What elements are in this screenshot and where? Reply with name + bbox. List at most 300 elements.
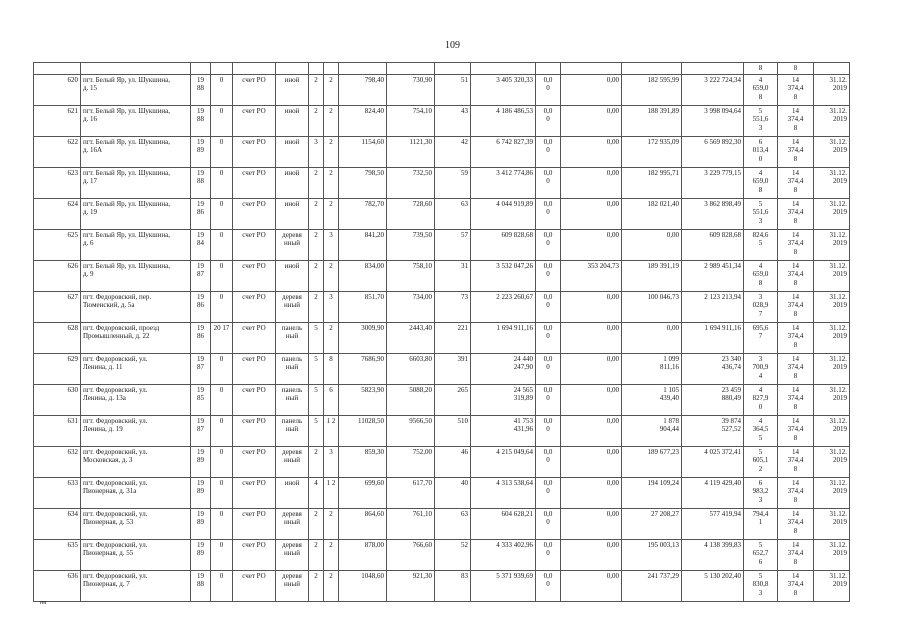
year-built-line: 19 xyxy=(197,540,204,549)
limit-cost-line: 374,4 xyxy=(787,84,804,92)
specific-cost-cell xyxy=(744,539,778,570)
num-line: 633 xyxy=(67,478,78,487)
year-built-line: 19 xyxy=(197,168,204,177)
completion-date-line: 31.12. xyxy=(829,323,847,332)
living-area-cell xyxy=(387,353,435,384)
federal-funds-cell xyxy=(536,539,561,570)
specific-cost-line: 5 xyxy=(758,239,763,247)
limit-cost-line: 8 xyxy=(793,216,798,225)
federal-funds-line: 0 xyxy=(546,456,550,464)
residents-cell xyxy=(435,539,471,570)
wall-material-line: нный xyxy=(284,239,300,247)
num-cell xyxy=(34,74,81,105)
limit-cost-line: 14 xyxy=(792,571,799,580)
wall-material-cell xyxy=(276,136,309,167)
completion-date-line: 31.12. xyxy=(829,447,847,456)
address-line: пгт. Федоровский, ул. xyxy=(83,540,148,549)
owner-funds-line: 2 989 451,34 xyxy=(704,261,741,270)
fund-method-line: счет РО xyxy=(242,323,266,332)
limit-cost-line: 8 xyxy=(793,340,798,349)
residents-cell xyxy=(435,229,471,260)
municipal-funds-cell xyxy=(622,415,682,446)
fund-method-cell xyxy=(233,136,276,167)
num-line: 636 xyxy=(67,571,78,580)
regional-funds-cell xyxy=(561,167,622,198)
total-cost-cell xyxy=(471,477,536,508)
table-row xyxy=(34,508,850,539)
completion-date-line: 31.12. xyxy=(829,106,847,115)
fund-method-line: счет РО xyxy=(242,478,266,487)
limit-cost-cell xyxy=(778,322,814,353)
fund-method-cell xyxy=(233,229,276,260)
floors-line: 2 xyxy=(314,230,318,239)
year-overhaul-cell xyxy=(211,322,233,353)
floors-line: 5 xyxy=(314,354,318,363)
specific-cost-cell xyxy=(744,291,778,322)
fund-method-line: счет РО xyxy=(242,292,266,301)
year-overhaul-line: 0 xyxy=(219,106,224,115)
municipal-funds-line: 27 208,27 xyxy=(651,509,679,518)
specific-cost-line: 827,9 xyxy=(752,394,769,402)
federal-funds-line: 0 xyxy=(546,177,550,185)
completion-date-cell xyxy=(814,477,850,508)
total-area-line: 834,00 xyxy=(364,261,384,270)
total-area-cell xyxy=(339,384,387,415)
residents-cell xyxy=(435,136,471,167)
year-built-line: 19 xyxy=(197,478,204,487)
specific-cost-line: 659,0 xyxy=(752,270,769,278)
federal-funds-line: 0,0 xyxy=(543,75,553,84)
address-line: Пионерная, д. 53 xyxy=(83,518,134,526)
residents-line: 391 xyxy=(457,354,468,363)
federal-funds-cell xyxy=(536,384,561,415)
federal-funds-cell xyxy=(536,415,561,446)
year-built-line: 89 xyxy=(197,549,204,557)
address-line: пгт. Федоровский, пер. xyxy=(83,292,152,301)
specific-cost-line: 3 xyxy=(758,354,763,363)
entrances-line: 2 xyxy=(329,106,333,115)
year-built-line: 89 xyxy=(197,146,204,154)
regional-funds-line: 0,00 xyxy=(606,354,619,363)
num-cell xyxy=(34,539,81,570)
completion-date-cell xyxy=(814,322,850,353)
owner-funds-cell xyxy=(682,198,744,229)
owner-funds-cell xyxy=(682,353,744,384)
wall-material-line: деревя xyxy=(282,292,302,301)
total-area-cell xyxy=(339,477,387,508)
entrances-line: 1 2 xyxy=(326,416,336,425)
total-area-line: 841,20 xyxy=(364,230,384,239)
municipal-funds-line: 172 935,09 xyxy=(647,137,679,146)
residents-line: 265 xyxy=(457,385,468,394)
regional-funds-line: 0,00 xyxy=(606,199,619,208)
federal-funds-line: 0,0 xyxy=(543,478,553,487)
owner-funds-line: 3 222 724,34 xyxy=(704,75,741,84)
year-overhaul-cell xyxy=(211,260,233,291)
living-area-cell xyxy=(387,415,435,446)
total-area-line: 1048,60 xyxy=(361,571,384,580)
specific-cost-line: 652,7 xyxy=(752,549,769,557)
owner-funds-line: 1 694 911,16 xyxy=(704,323,741,332)
table-row xyxy=(34,384,850,415)
residents-line: 51 xyxy=(461,75,468,84)
federal-funds-cell xyxy=(536,198,561,229)
federal-funds-line: 0 xyxy=(546,301,550,309)
regional-funds-cell xyxy=(561,446,622,477)
federal-funds-line: 0 xyxy=(546,208,550,216)
completion-date-line: 31.12. xyxy=(829,416,847,425)
living-area-line: 739,50 xyxy=(412,230,432,239)
address-line: пгт. Белый Яр, ул. Шукшина, xyxy=(83,230,171,239)
limit-cost-line: 374,4 xyxy=(787,425,804,433)
floors-line: 3 xyxy=(314,137,318,146)
completion-date-line: 31.12. xyxy=(829,137,847,146)
year-built-line: 86 xyxy=(197,301,204,309)
regional-funds-line: 0,00 xyxy=(606,509,619,518)
entrances-cell xyxy=(324,570,339,601)
year-built-line: 19 xyxy=(197,106,204,115)
num-line: 627 xyxy=(67,292,78,301)
year-built-line: 89 xyxy=(197,518,204,526)
owner-funds-cell xyxy=(682,508,744,539)
year-overhaul-cell xyxy=(211,508,233,539)
municipal-funds-cell xyxy=(622,570,682,601)
address-cell xyxy=(81,415,191,446)
federal-funds-line: 0,0 xyxy=(543,416,553,425)
year-overhaul-cell xyxy=(211,229,233,260)
total-area-line: 1154,60 xyxy=(361,137,384,146)
floors-cell xyxy=(309,570,324,601)
year-built-line: 87 xyxy=(197,270,204,278)
year-built-line: 19 xyxy=(197,230,204,239)
total-area-cell xyxy=(339,105,387,136)
total-area-cell xyxy=(339,539,387,570)
municipal-funds-line: 1 099 xyxy=(663,354,679,363)
municipal-funds-cell xyxy=(622,539,682,570)
wall-material-line: иной xyxy=(284,137,300,146)
limit-cost-line: 14 xyxy=(792,261,799,270)
total-area-line: 699,60 xyxy=(364,478,384,487)
municipal-funds-cell xyxy=(622,198,682,229)
year-built-cell xyxy=(191,353,211,384)
floors-cell xyxy=(309,167,324,198)
specific-cost-cell xyxy=(744,384,778,415)
regional-funds-cell xyxy=(561,260,622,291)
specific-cost-line: 013,4 xyxy=(752,146,769,154)
total-cost-line: 4 333 402,96 xyxy=(496,540,533,549)
municipal-funds-line: 904,44 xyxy=(659,425,679,433)
regional-funds-cell xyxy=(561,322,622,353)
residents-line: 52 xyxy=(461,540,468,549)
total-area-line: 798,40 xyxy=(364,75,384,84)
municipal-funds-line: 811,16 xyxy=(660,363,679,371)
total-cost-line: 24 565 xyxy=(513,385,533,394)
address-line: д. 19 xyxy=(83,208,98,216)
residents-line: 221 xyxy=(457,323,468,332)
limit-cost-line: 14 xyxy=(792,509,799,518)
living-area-line: 617,70 xyxy=(412,478,432,487)
owner-funds-line: 2 123 213,94 xyxy=(704,292,741,301)
year-overhaul-line: 0 xyxy=(219,354,224,363)
num-line: 629 xyxy=(67,354,78,363)
year-built-line: 87 xyxy=(197,425,204,433)
specific-cost-line: 5 xyxy=(758,447,763,456)
floors-cell xyxy=(309,446,324,477)
municipal-funds-line: 188 391,89 xyxy=(647,106,679,115)
completion-date-cell xyxy=(814,167,850,198)
year-overhaul-line: 0 xyxy=(219,509,224,518)
entrances-line: 2 xyxy=(329,540,333,549)
floors-cell xyxy=(309,539,324,570)
municipal-funds-line: 182 995,71 xyxy=(647,168,679,177)
num-cell xyxy=(34,105,81,136)
fund-method-cell xyxy=(233,291,276,322)
total-cost-line: 24 440 xyxy=(513,354,533,363)
year-built-line: 88 xyxy=(197,580,204,588)
residents-line: 57 xyxy=(461,230,468,239)
residents-cell xyxy=(435,570,471,601)
table-row xyxy=(34,539,850,570)
num-cell xyxy=(34,291,81,322)
living-area-line: 730,90 xyxy=(412,75,432,84)
completion-date-line: 2019 xyxy=(833,394,847,402)
completion-date-line: 31.12. xyxy=(829,261,847,270)
num-cell xyxy=(34,353,81,384)
address-line: пгт. Федоровский, ул. xyxy=(83,354,148,363)
year-built-line: 87 xyxy=(197,363,204,371)
entrances-line: 2 xyxy=(329,137,333,146)
num-line: 630 xyxy=(67,385,78,394)
address-line: пгт. Федоровский, ул. xyxy=(83,447,148,456)
year-overhaul-cell xyxy=(211,136,233,167)
limit-cost-line: 8 xyxy=(793,526,798,535)
entrances-line: 2 xyxy=(329,571,333,580)
wall-material-line: нный xyxy=(284,580,300,588)
floors-cell xyxy=(309,322,324,353)
limit-cost-line: 14 xyxy=(792,478,799,487)
address-cell xyxy=(81,539,191,570)
limit-cost-line: 8 xyxy=(793,92,798,101)
residents-cell xyxy=(435,446,471,477)
completion-date-line: 2019 xyxy=(833,84,847,92)
municipal-funds-line: 182 021,40 xyxy=(647,199,679,208)
residents-cell xyxy=(435,167,471,198)
spec-cost-fragment: 8 xyxy=(744,63,778,75)
limit-cost-line: 8 xyxy=(793,154,798,163)
specific-cost-cell xyxy=(744,477,778,508)
num-cell xyxy=(34,477,81,508)
num-line: 628 xyxy=(67,323,78,332)
specific-cost-line: 830,8 xyxy=(752,580,769,588)
regional-funds-line: 0,00 xyxy=(606,571,619,580)
specific-cost-cell xyxy=(744,74,778,105)
municipal-funds-cell xyxy=(622,446,682,477)
federal-funds-line: 0 xyxy=(546,425,550,433)
limit-cost-cell xyxy=(778,229,814,260)
year-built-cell xyxy=(191,260,211,291)
fund-method-cell xyxy=(233,477,276,508)
specific-cost-line: 3 xyxy=(758,292,763,301)
total-cost-cell xyxy=(471,136,536,167)
limit-cost-line: 14 xyxy=(792,230,799,239)
federal-funds-line: 0 xyxy=(546,487,550,495)
total-cost-line: 3 532 047,26 xyxy=(496,261,533,270)
num-line: 634 xyxy=(67,509,78,518)
municipal-funds-cell xyxy=(622,353,682,384)
floors-line: 2 xyxy=(314,168,318,177)
owner-funds-line: 577 419,94 xyxy=(709,509,741,518)
municipal-funds-cell xyxy=(622,229,682,260)
limit-cost-fragment: 8 xyxy=(778,63,814,75)
address-line: Ленина, д. 11 xyxy=(83,363,123,371)
federal-funds-line: 0,0 xyxy=(543,354,553,363)
wall-material-line: иной xyxy=(284,106,300,115)
wall-material-line: нный xyxy=(284,549,300,557)
residents-line: 31 xyxy=(461,261,468,270)
year-overhaul-line: 0 xyxy=(219,261,224,270)
owner-funds-cell xyxy=(682,322,744,353)
living-area-cell xyxy=(387,229,435,260)
floors-cell xyxy=(309,260,324,291)
total-cost-cell xyxy=(471,508,536,539)
address-line: Промышленный, д. 22 xyxy=(83,332,150,340)
municipal-funds-line: 189 391,19 xyxy=(647,261,679,270)
specific-cost-line: 3 xyxy=(758,588,763,597)
num-cell xyxy=(34,508,81,539)
residents-cell xyxy=(435,508,471,539)
total-area-cell xyxy=(339,415,387,446)
year-overhaul-cell xyxy=(211,291,233,322)
limit-cost-line: 8 xyxy=(793,433,798,442)
total-area-line: 878,00 xyxy=(364,540,384,549)
specific-cost-line: 794,4 xyxy=(752,509,769,518)
total-cost-cell xyxy=(471,322,536,353)
living-area-cell xyxy=(387,167,435,198)
owner-funds-cell xyxy=(682,167,744,198)
fund-method-cell xyxy=(233,105,276,136)
limit-cost-line: 374,4 xyxy=(787,518,804,526)
num-cell xyxy=(34,229,81,260)
wall-material-line: ный xyxy=(285,394,299,402)
address-line: пгт. Белый Яр, ул. Шукшина, xyxy=(83,168,171,177)
specific-cost-line: 2 xyxy=(758,464,763,473)
floors-cell xyxy=(309,384,324,415)
footnote: нн xyxy=(40,600,47,606)
limit-cost-line: 14 xyxy=(792,323,799,332)
total-cost-line: 319,89 xyxy=(513,394,533,402)
limit-cost-line: 8 xyxy=(793,123,798,132)
total-area-cell xyxy=(339,198,387,229)
living-area-line: 732,50 xyxy=(412,168,432,177)
residents-cell xyxy=(435,74,471,105)
wall-material-cell xyxy=(276,570,309,601)
completion-date-cell xyxy=(814,508,850,539)
total-area-cell xyxy=(339,260,387,291)
living-area-cell xyxy=(387,136,435,167)
year-built-line: 89 xyxy=(197,456,204,464)
num-line: 625 xyxy=(67,230,78,239)
wall-material-line: деревя xyxy=(282,447,302,456)
limit-cost-line: 374,4 xyxy=(787,146,804,154)
specific-cost-cell xyxy=(744,198,778,229)
owner-funds-line: 6 569 892,30 xyxy=(704,137,741,146)
owner-funds-cell xyxy=(682,291,744,322)
entrances-line: 2 xyxy=(329,75,333,84)
regional-funds-line: 0,00 xyxy=(606,230,619,239)
limit-cost-line: 374,4 xyxy=(787,332,804,340)
living-area-line: 734,00 xyxy=(412,292,432,301)
year-built-line: 19 xyxy=(197,323,204,332)
limit-cost-cell xyxy=(778,477,814,508)
limit-cost-cell xyxy=(778,384,814,415)
num-line: 631 xyxy=(67,416,78,425)
federal-funds-line: 0,0 xyxy=(543,571,553,580)
specific-cost-line: 4 xyxy=(758,416,763,425)
fund-method-line: счет РО xyxy=(242,75,266,84)
completion-date-line: 2019 xyxy=(833,332,847,340)
federal-funds-line: 0 xyxy=(546,394,550,402)
specific-cost-line: 3 xyxy=(758,123,763,132)
address-line: д. 17 xyxy=(83,177,98,185)
table-row xyxy=(34,291,850,322)
year-built-line: 84 xyxy=(197,239,204,247)
year-built-cell xyxy=(191,105,211,136)
owner-funds-line: 23 459 xyxy=(721,385,741,394)
year-built-cell xyxy=(191,508,211,539)
fund-method-cell xyxy=(233,74,276,105)
address-line: пгт. Белый Яр, ул. Шукшина, xyxy=(83,75,171,84)
owner-funds-line: 3 998 094,64 xyxy=(704,106,741,115)
year-built-line: 88 xyxy=(197,115,204,123)
federal-funds-line: 0 xyxy=(546,146,550,154)
living-area-cell xyxy=(387,570,435,601)
year-built-line: 19 xyxy=(197,385,204,394)
fund-method-line: счет РО xyxy=(242,571,266,580)
fund-method-line: счет РО xyxy=(242,137,266,146)
floors-cell xyxy=(309,477,324,508)
num-line: 624 xyxy=(67,199,78,208)
limit-cost-cell xyxy=(778,136,814,167)
completion-date-line: 2019 xyxy=(833,363,847,371)
limit-cost-line: 8 xyxy=(793,464,798,473)
completion-date-line: 31.12. xyxy=(829,571,847,580)
wall-material-line: иной xyxy=(284,168,300,177)
residents-cell xyxy=(435,415,471,446)
fund-method-line: счет РО xyxy=(242,230,266,239)
address-cell xyxy=(81,198,191,229)
specific-cost-line: 659,0 xyxy=(752,84,769,92)
regional-funds-cell xyxy=(561,229,622,260)
residents-line: 73 xyxy=(461,292,468,301)
owner-funds-cell xyxy=(682,105,744,136)
living-area-line: 6603,80 xyxy=(409,354,432,363)
fund-method-cell xyxy=(233,322,276,353)
regional-funds-cell xyxy=(561,74,622,105)
floors-line: 5 xyxy=(314,416,318,425)
wall-material-cell xyxy=(276,74,309,105)
specific-cost-line: 5 xyxy=(758,106,763,115)
residents-line: 510 xyxy=(457,416,468,425)
living-area-cell xyxy=(387,291,435,322)
year-built-line: 19 xyxy=(197,75,204,84)
year-overhaul-line: 20 17 xyxy=(213,323,230,332)
total-cost-line: 609 828,68 xyxy=(501,230,533,239)
num-cell xyxy=(34,570,81,601)
total-area-line: 859,30 xyxy=(364,447,384,456)
living-area-line: 1121,30 xyxy=(409,137,432,146)
owner-funds-line: 527,52 xyxy=(721,425,741,433)
federal-funds-line: 0 xyxy=(546,84,550,92)
